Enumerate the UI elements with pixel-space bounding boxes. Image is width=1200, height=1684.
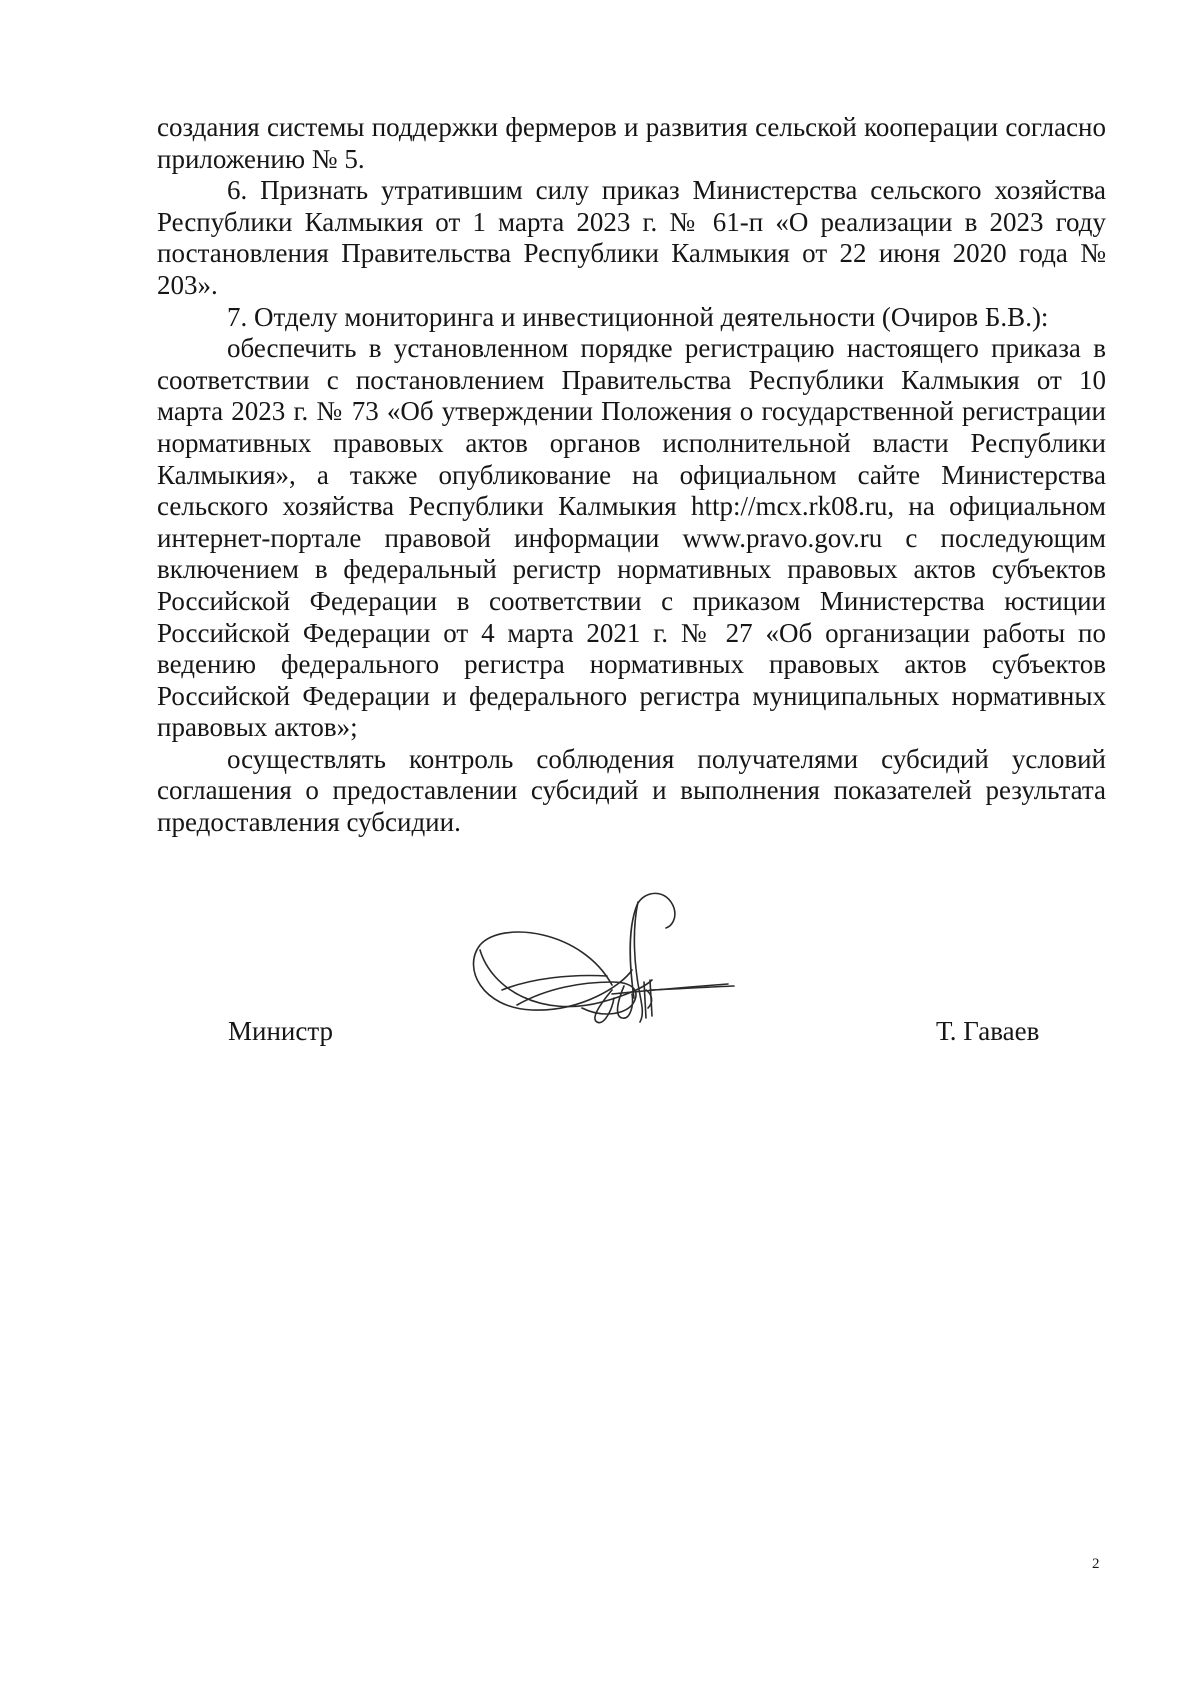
signatory-name: Т. Гаваев <box>936 1016 1040 1046</box>
paragraph-item-6: 6. Признать утратившим силу приказ Министерства сельского хозяйства Республики Калмыкия от 1 марта 2023 г. № 61-п «О реализации в 2023 году постановления Правительства Республики Калмыкия от 22 июня 2020 года № 203». <box>157 175 1106 300</box>
paragraph-item-7: 7. Отделу мониторинга и инвестиционной деятельности (Очиров Б.В.): <box>227 301 1049 332</box>
document-body <box>157 112 1106 839</box>
paragraph-continuation: создания системы поддержки фермеров и развития сельской кооперации согласно приложению № 5. <box>157 112 1106 174</box>
signatory-title: Министр <box>228 1016 333 1046</box>
paragraph-control: осуществлять контроль соблюдения получателями субсидий условий соглашения о предоставлении субсидий и выполнения показателей результата предоставления субсидии. <box>157 743 1106 838</box>
page-number: 2 <box>1092 1556 1100 1572</box>
handwritten-signature <box>462 890 742 1080</box>
paragraph-registration: обеспечить в установленном порядке регистрацию настоящего приказа в соответствии с постановлением Правительства Республики Калмыкия от 10 марта 2023 г. № 73 «Об утверждении Положения о государственной регистрации нормативных правовых актов органов исполнительной власти Республики Калмыкия», а также опубликование на официальном сайте Министерства сельского хозяйства Республики Калмыкия http://mcx.rk08.ru, на официальном интернет-портале правовой информации www.pravo.gov.ru с последующим включением в федеральный регистр нормативных правовых актов субъектов Российской Федерации в соответствии с приказом Министерства юстиции Российской Федерации от 4 марта 2021 г. № 27 «Об организации работы по ведению федерального регистра нормативных правовых актов субъектов Российской Федерации и федерального регистра муниципальных нормативных правовых актов»; <box>157 333 1106 743</box>
